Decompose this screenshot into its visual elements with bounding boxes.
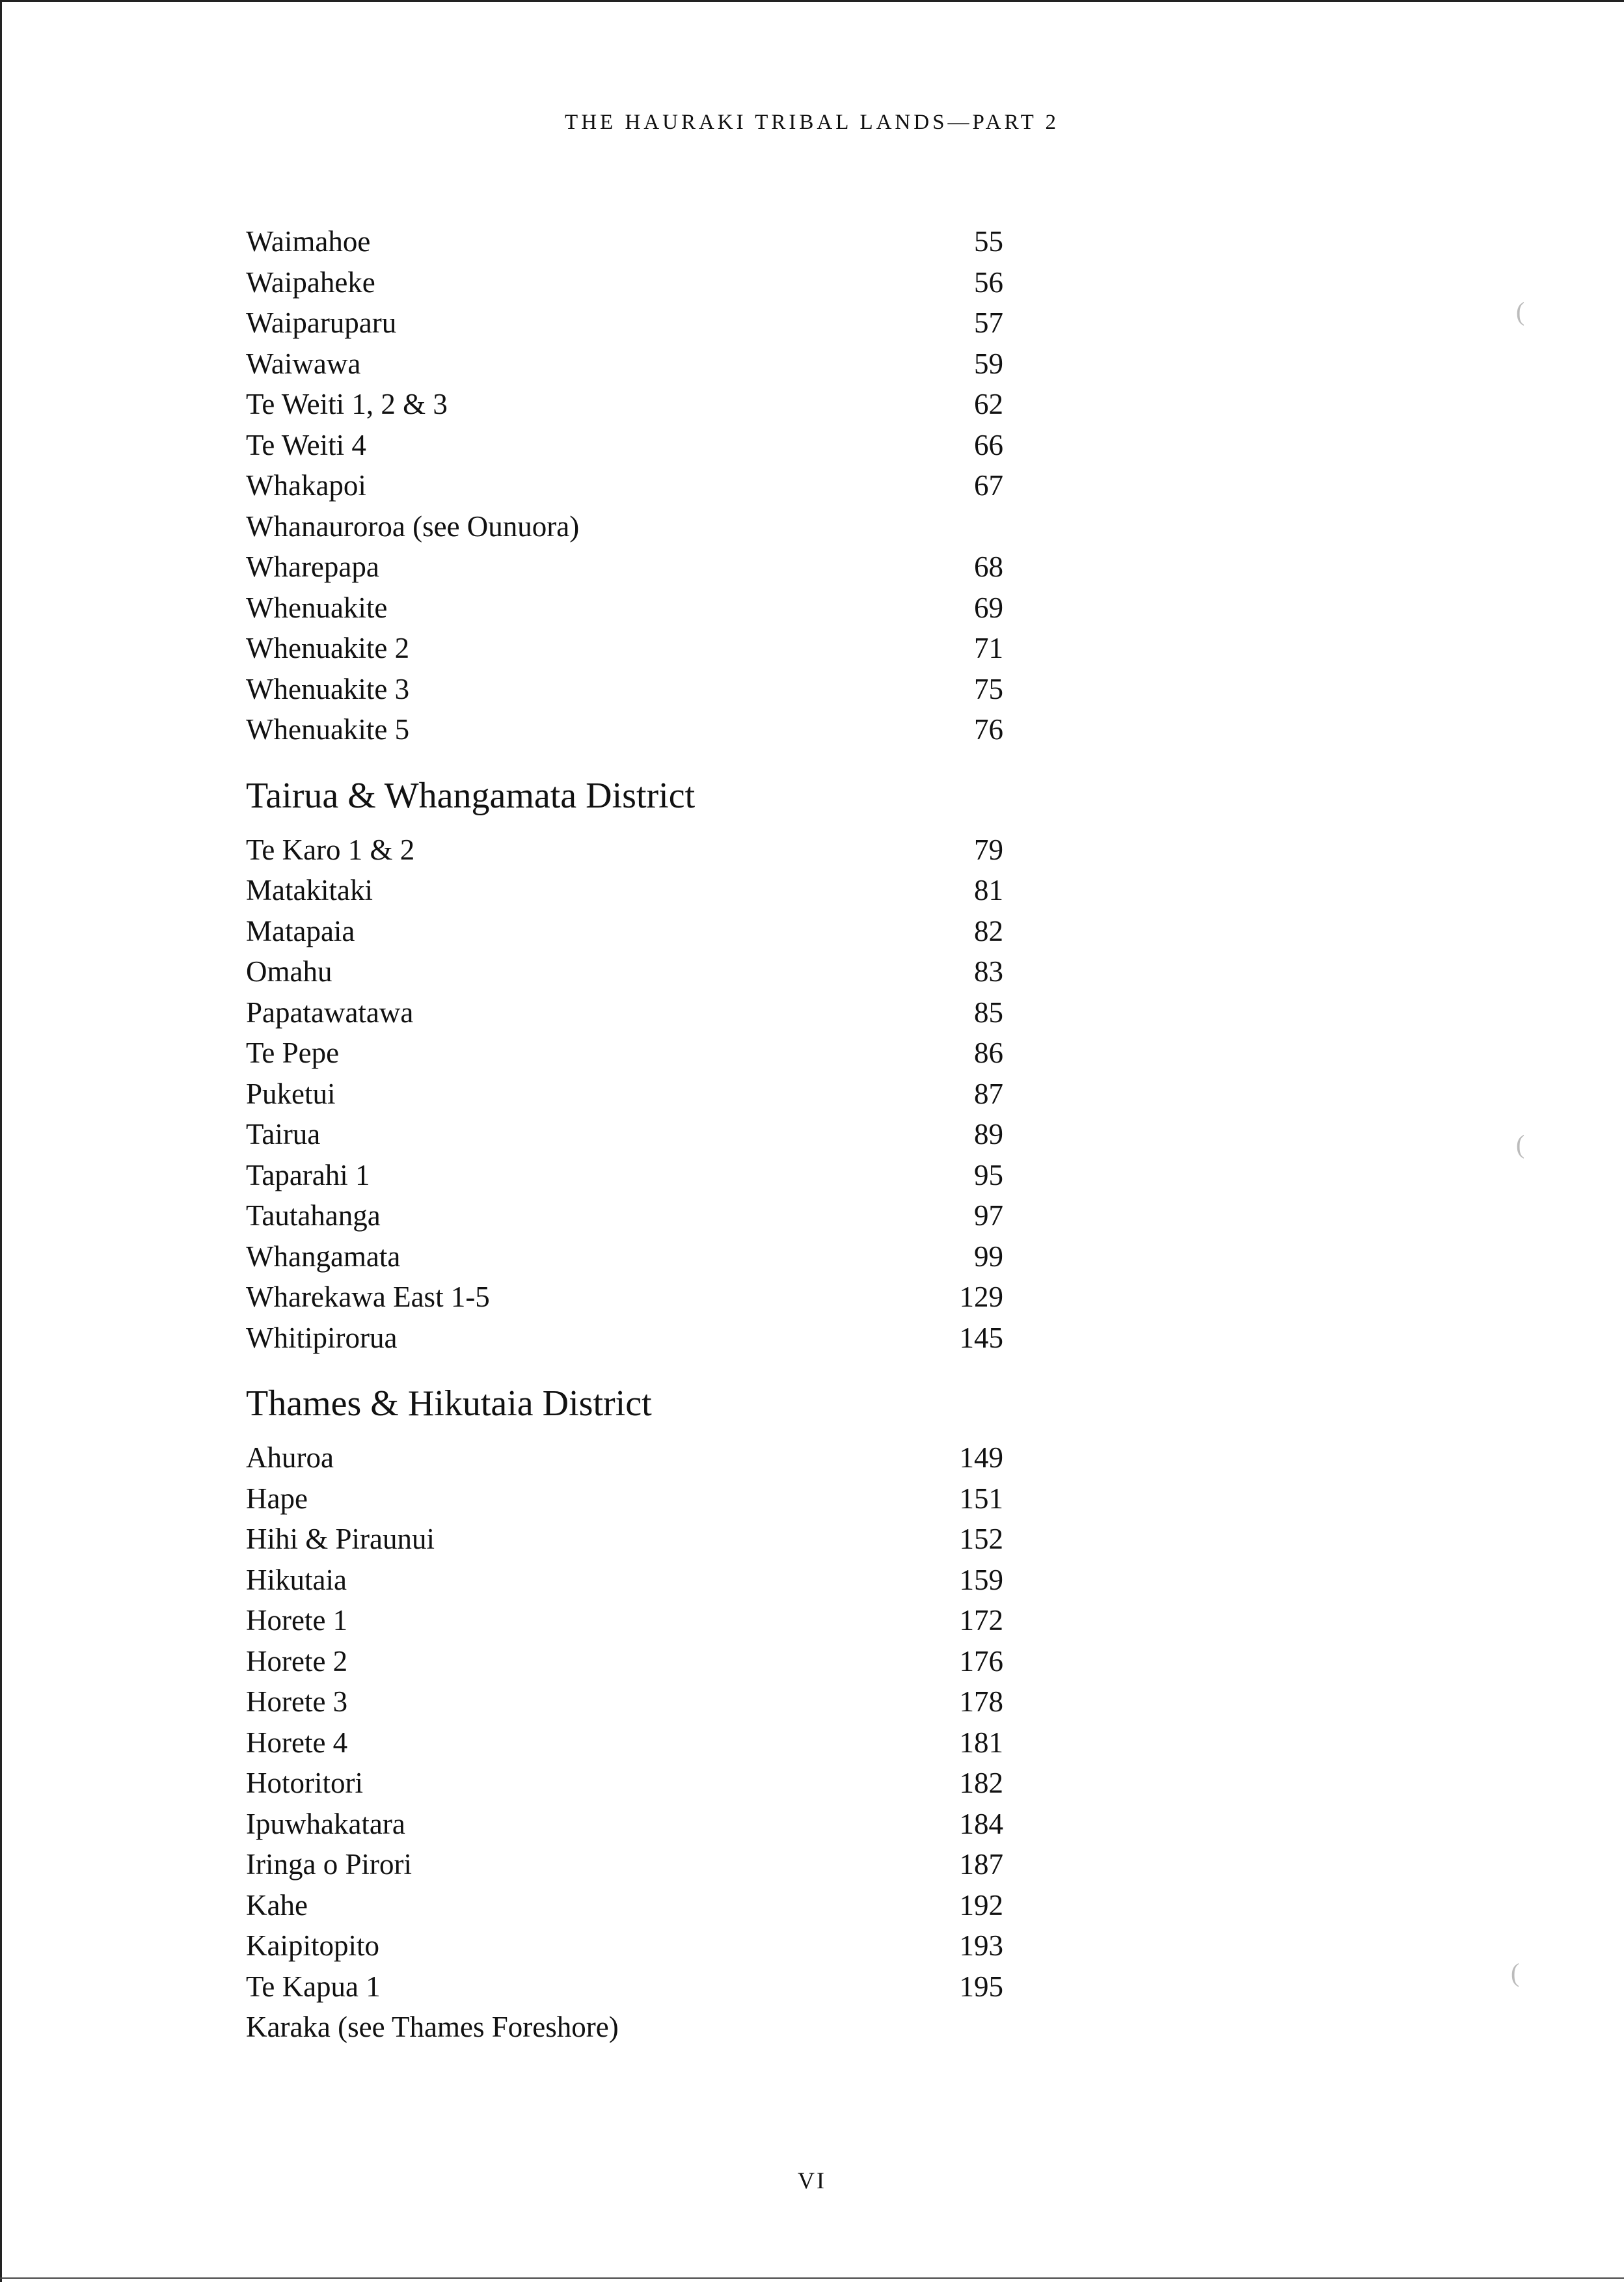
entry-page-number: 85 xyxy=(974,996,1003,1029)
entry-name: Te Weiti 1, 2 & 3 xyxy=(246,388,448,420)
bottom-rule xyxy=(0,2277,1624,2279)
contents-list xyxy=(246,221,1027,2048)
entry-page-number: 149 xyxy=(959,1441,1003,1474)
contents-entry xyxy=(246,1519,1027,1560)
contents-entry xyxy=(246,1114,1027,1155)
entry-page-number: 81 xyxy=(974,874,1003,906)
entry-name: Waiwawa xyxy=(246,347,361,380)
contents-entry xyxy=(246,2007,1027,2048)
page-folio: VI xyxy=(798,2167,826,2194)
entry-page-number: 56 xyxy=(974,265,1003,299)
entry-page-number: 69 xyxy=(974,591,1003,624)
entry-page-number: 59 xyxy=(974,347,1003,380)
entry-page-number: 75 xyxy=(974,672,1003,705)
contents-entry xyxy=(246,992,1027,1033)
contents-entry xyxy=(246,506,1027,547)
entry-name: Whenuakite 5 xyxy=(246,713,410,746)
entry-page-number: 182 xyxy=(959,1767,1003,1799)
contents-entry xyxy=(246,425,1027,466)
entry-page-number: 62 xyxy=(974,388,1003,420)
contents-section xyxy=(246,221,1027,750)
contents-entry xyxy=(246,465,1027,506)
entry-page-number: 86 xyxy=(974,1037,1003,1069)
contents-entry xyxy=(246,547,1027,588)
entry-name: Matapaia xyxy=(246,914,355,947)
contents-entry xyxy=(246,262,1027,303)
entry-name: Wharekawa East 1-5 xyxy=(246,1281,490,1313)
contents-entry xyxy=(246,384,1027,425)
entry-page-number: 159 xyxy=(959,1563,1003,1596)
entry-name: Papatawatawa xyxy=(246,996,414,1029)
contents-entry xyxy=(246,870,1027,911)
entry-name: Te Pepe xyxy=(246,1037,340,1069)
scan-mark: ( xyxy=(1516,297,1525,326)
contents-entry xyxy=(246,1600,1027,1641)
entry-name: Karaka (see Thames Foreshore) xyxy=(246,2011,619,2043)
entry-name: Horete 3 xyxy=(246,1685,348,1718)
entry-name: Whenuakite xyxy=(246,591,388,624)
scan-mark: ( xyxy=(1511,1958,1520,1987)
entry-page-number: 152 xyxy=(959,1523,1003,1555)
contents-entry xyxy=(246,1155,1027,1196)
contents-entry xyxy=(246,1236,1027,1277)
contents-entry xyxy=(246,1277,1027,1318)
contents-entry xyxy=(246,709,1027,750)
entry-name: Omahu xyxy=(246,955,332,988)
entry-name: Horete 4 xyxy=(246,1726,348,1759)
contents-entry xyxy=(246,303,1027,344)
contents-entry xyxy=(246,1763,1027,1804)
contents-entry xyxy=(246,1844,1027,1885)
section-title: Tairua & Whangamata District xyxy=(246,775,696,816)
entry-name: Horete 2 xyxy=(246,1644,348,1678)
contents-entry xyxy=(246,669,1027,710)
contents-entry xyxy=(246,1560,1027,1601)
entry-page-number: 68 xyxy=(974,550,1003,583)
entry-name: Whangamata xyxy=(246,1240,401,1273)
entry-page-number: 192 xyxy=(959,1888,1003,1922)
entry-page-number: 145 xyxy=(959,1321,1003,1354)
entry-name: Tairua xyxy=(246,1118,321,1150)
entry-name: Whakapoi xyxy=(246,469,366,502)
contents-entry xyxy=(246,1925,1027,1966)
entry-name: Ahuroa xyxy=(246,1441,334,1474)
entry-page-number: 95 xyxy=(974,1158,1003,1191)
contents-entry xyxy=(246,588,1027,629)
entry-page-number: 57 xyxy=(974,306,1003,339)
entry-name: Waipaheke xyxy=(246,265,375,299)
entry-page-number: 129 xyxy=(959,1281,1003,1313)
entry-page-number: 82 xyxy=(974,914,1003,947)
entry-page-number: 151 xyxy=(959,1482,1003,1515)
entry-page-number: 66 xyxy=(974,428,1003,461)
entry-page-number: 89 xyxy=(974,1118,1003,1150)
entry-page-number: 83 xyxy=(974,955,1003,988)
contents-entry xyxy=(246,1478,1027,1519)
contents-entry xyxy=(246,1437,1027,1478)
contents-section xyxy=(246,1378,1027,2048)
entry-name: Tautahanga xyxy=(246,1199,381,1232)
entry-page-number: 79 xyxy=(974,833,1003,866)
entry-name: Whenuakite 3 xyxy=(246,672,410,705)
entry-page-number: 67 xyxy=(974,469,1003,502)
entry-page-number: 176 xyxy=(959,1644,1003,1678)
entry-name: Ipuwhakatara xyxy=(246,1807,405,1840)
contents-entry xyxy=(246,951,1027,992)
contents-section xyxy=(246,770,1027,1359)
entry-name: Wharepapa xyxy=(246,550,379,583)
contents-entry xyxy=(246,1966,1027,2007)
entry-page-number: 97 xyxy=(974,1199,1003,1232)
entry-name: Taparahi 1 xyxy=(246,1158,370,1191)
contents-entry xyxy=(246,1195,1027,1236)
entry-page-number: 193 xyxy=(959,1929,1003,1962)
entry-name: Whenuakite 2 xyxy=(246,632,410,664)
entry-name: Hape xyxy=(246,1482,308,1515)
entry-name: Kahe xyxy=(246,1888,308,1922)
entry-name: Hikutaia xyxy=(246,1563,347,1596)
scan-mark: ( xyxy=(1516,1130,1525,1159)
contents-entry xyxy=(246,1318,1027,1359)
entry-page-number: 76 xyxy=(974,713,1003,746)
entry-page-number: 181 xyxy=(959,1726,1003,1759)
entry-page-number: 184 xyxy=(959,1807,1003,1840)
entry-name: Waimahoe xyxy=(246,225,371,258)
entry-page-number: 172 xyxy=(959,1604,1003,1637)
entry-name: Kaipitopito xyxy=(246,1929,379,1962)
entry-page-number: 55 xyxy=(974,225,1003,258)
contents-entry xyxy=(246,830,1027,871)
entry-name: Whanauroroa (see Ounuora) xyxy=(246,509,580,543)
contents-entry xyxy=(246,1033,1027,1074)
entry-name: Waiparuparu xyxy=(246,306,397,339)
entry-name: Iringa o Pirori xyxy=(246,1848,412,1881)
entry-name: Horete 1 xyxy=(246,1604,348,1637)
entry-name: Te Karo 1 & 2 xyxy=(246,833,415,866)
contents-entry xyxy=(246,1722,1027,1763)
contents-entry xyxy=(246,221,1027,262)
contents-entry xyxy=(246,1885,1027,1926)
entry-page-number: 187 xyxy=(959,1848,1003,1881)
entry-name: Hotoritori xyxy=(246,1767,363,1799)
entry-name: Puketui xyxy=(246,1077,336,1110)
running-head: THE HAURAKI TRIBAL LANDS—PART 2 xyxy=(565,111,1059,134)
entry-name: Matakitaki xyxy=(246,874,373,906)
entry-name: Whitipirorua xyxy=(246,1321,398,1354)
entry-page-number: 178 xyxy=(959,1685,1003,1718)
contents-entry xyxy=(246,1681,1027,1722)
entry-name: Te Kapua 1 xyxy=(246,1970,381,2003)
entry-name: Te Weiti 4 xyxy=(246,428,366,461)
entry-page-number: 71 xyxy=(974,632,1003,664)
contents-entry xyxy=(246,1641,1027,1682)
entry-page-number: 99 xyxy=(974,1240,1003,1273)
contents-entry xyxy=(246,628,1027,669)
contents-entry xyxy=(246,911,1027,952)
entry-page-number: 87 xyxy=(974,1077,1003,1110)
contents-entry xyxy=(246,1074,1027,1115)
section-title: Thames & Hikutaia District xyxy=(246,1383,652,1424)
contents-entry xyxy=(246,1804,1027,1845)
contents-entry xyxy=(246,344,1027,385)
entry-name: Hihi & Piraunui xyxy=(246,1523,435,1555)
entry-page-number: 195 xyxy=(959,1970,1003,2003)
